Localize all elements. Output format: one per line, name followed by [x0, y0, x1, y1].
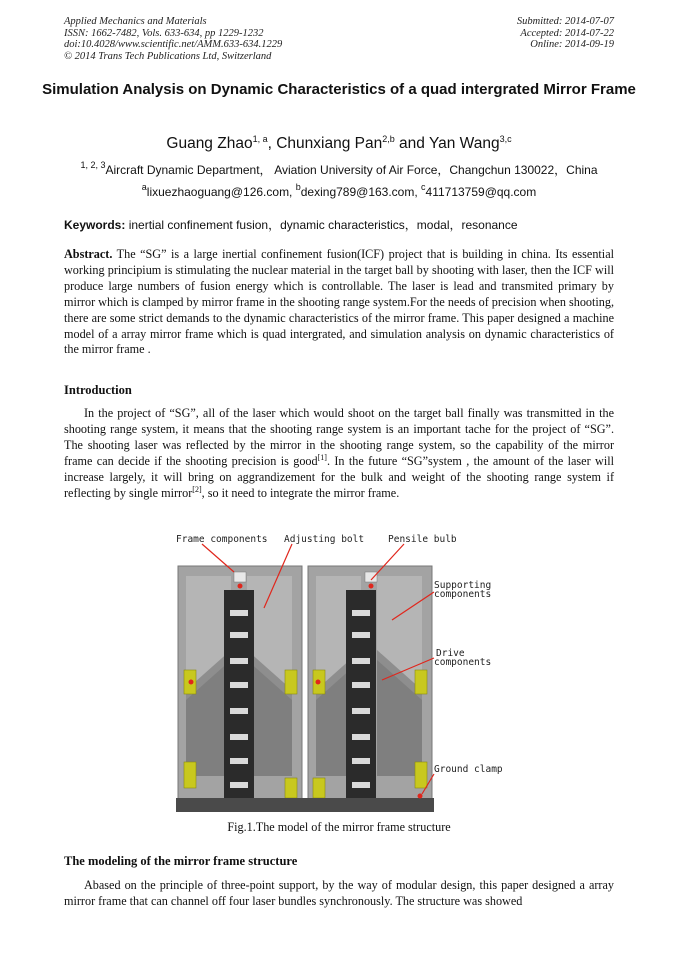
- submission-dates: [517, 16, 614, 51]
- author-affil-sup: 2,b: [382, 134, 395, 144]
- paper-title: Simulation Analysis on Dynamic Characteristics of a quad intergrated Mirror Frame: [42, 81, 636, 98]
- affiliation-text: Aircraft Dynamic Department， Aviation University of Air Force，Changchun 130022，China: [105, 163, 598, 177]
- section-heading-introduction: Introduction: [64, 383, 132, 397]
- abstract-label: Abstract.: [64, 247, 113, 261]
- figure-label-drive: Drive: [436, 648, 465, 659]
- email-link[interactable]: dexing789@163.com,: [300, 185, 422, 199]
- author-list: Guang Zhao$^{1, a}$, Chunxiang Pan$^{2,b}$ and Yan Wang$^{3,c}$: [166, 134, 512, 152]
- author-emails: [0, 180, 678, 199]
- paragraph-text: In the project of “SG”, all of the laser which would shoot on the target ball finally was transmitted in the shooting range system, it means that the shooting range system is an important tache for the project of “SG”. The shooting laser was reflected by the mirror in the shooting range system, so the capability of the mirror frame can decide if the shooting precision is good: [64, 406, 614, 468]
- mirror-frame-figure: [172, 530, 512, 816]
- ground-base: [176, 798, 434, 812]
- abstract-text: The “SG” is a large inertial confinement fusion(ICF) project that is building in china. Its essential working principium is stimulating the nuclear material in the target ball by shooting with laser, then the ICF will produce large numbers of fusion energy which is controllable. The laser is lead and transmited primary by mirror which is clamped by mirror frame in the shooting range system.For the needs of precision when shooting, there are some strict demands to the dynamic characteristics of the mirror frame. This paper designed a machine model of a array mirror frame which is quad intergrated, and simulation analysis on dynamic characteristics of the mirror frame .: [64, 247, 615, 357]
- citation-ref[interactable]: [1]: [317, 452, 327, 462]
- paragraph-text: , so it need to integrate the mirror frame.: [201, 485, 400, 500]
- modeling-paragraph: Abased on the principle of three-point support, by the way of modular design, this paper designed a array mirror frame that can channel off four laser bundles synchronously. The structure was showed: [64, 878, 614, 908]
- author-name: Chunxiang Pan: [276, 135, 383, 152]
- email-sup: c: [421, 182, 426, 192]
- date-online: Online: 2014-09-19: [530, 39, 614, 50]
- author-affil-sup: 1, a: [252, 134, 268, 144]
- figure-label-supporting: Supporting: [434, 580, 492, 591]
- affiliation: [0, 158, 678, 177]
- section-heading-modeling: The modeling of the mirror frame structure: [64, 854, 298, 868]
- author-affil-sup: 3,c: [499, 134, 512, 144]
- mirror-frame-right-unit: [308, 566, 432, 802]
- paragraph-text: . In the future “SG”system , the amount of the laser will increase largely, it will bring on aggrandizement for the bulk and weight of the shooting range system if reflecting by single mirror: [64, 453, 614, 500]
- journal-header: [64, 16, 282, 62]
- email-link[interactable]: 411713759@qq.com: [425, 185, 537, 199]
- journal-doi: doi:10.4028/www.scientific.net/AMM.633-634.1229: [64, 39, 283, 50]
- abstract: [64, 247, 614, 358]
- author-name: Guang Zhao: [166, 135, 253, 152]
- figure-label-drive-2: components: [434, 657, 492, 668]
- date-accepted: Accepted: 2014-07-22: [520, 27, 614, 39]
- keywords-text: inertial confinement fusion，dynamic characteristics，modal，resonance: [125, 218, 518, 232]
- email-link[interactable]: lixuezhaoguang@126.com,: [146, 185, 296, 199]
- email-sup: a: [141, 182, 147, 192]
- affiliation-sup: 1, 2, 3: [80, 160, 106, 170]
- figure-caption: Fig.1.The model of the mirror frame structure: [227, 820, 451, 834]
- figure-label-ground-clamp: Ground clamp: [434, 764, 503, 775]
- figure-label-adjusting-bolt: Adjusting bolt: [284, 534, 365, 545]
- citation-ref[interactable]: [2]: [192, 484, 202, 494]
- figure-label-supporting-2: components: [434, 589, 492, 600]
- mirror-frame-left-unit: [178, 566, 302, 802]
- figure-label-frame-components: Frame components: [176, 534, 268, 545]
- keywords-label: Keywords:: [64, 218, 126, 232]
- journal-name: Applied Mechanics and Materials: [64, 16, 207, 27]
- email-sup: b: [295, 182, 301, 192]
- figure-label-pensile-bulb: Pensile bulb: [388, 534, 457, 545]
- journal-copyright: © 2014 Trans Tech Publications Ltd, Switzerland: [64, 50, 272, 62]
- journal-issn: ISSN: 1662-7482, Vols. 633-634, pp 1229-1232: [64, 27, 264, 39]
- introduction-paragraph: [64, 406, 614, 501]
- keywords: [64, 218, 518, 232]
- date-submitted: Submitted: 2014-07-07: [516, 16, 614, 27]
- author-name: Yan Wang: [428, 135, 500, 152]
